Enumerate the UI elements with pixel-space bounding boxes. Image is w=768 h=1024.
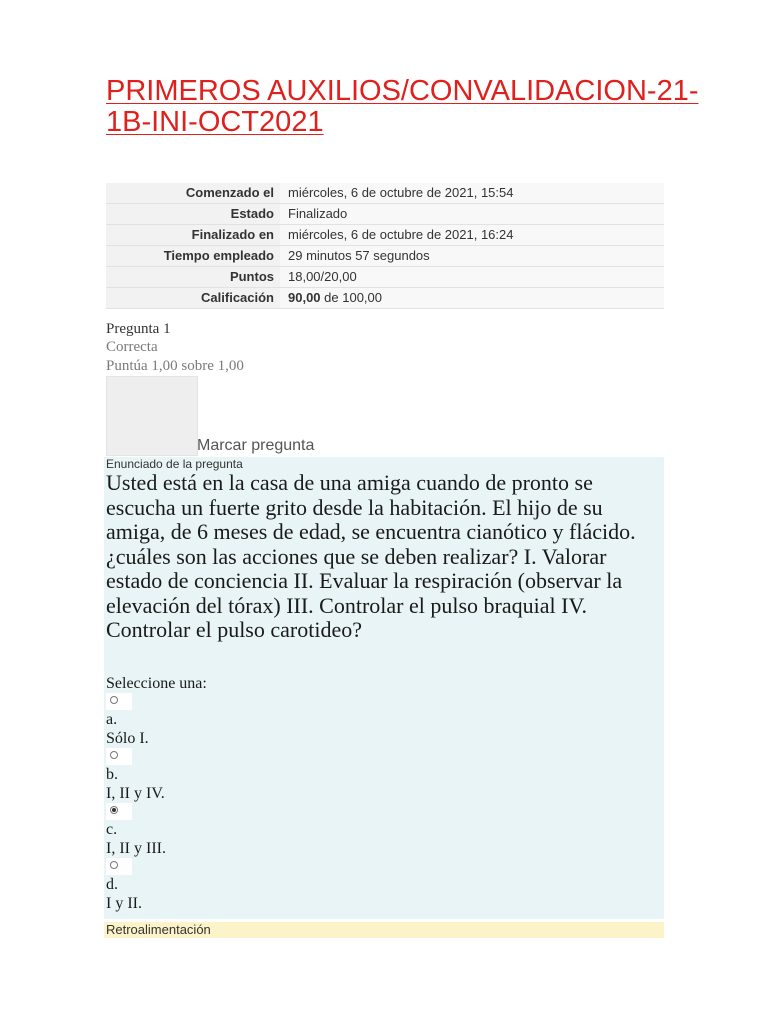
radio-button[interactable] — [110, 696, 118, 704]
radio-cell — [106, 803, 132, 820]
radio-button[interactable] — [110, 861, 118, 869]
grade-max: de 100,00 — [320, 290, 382, 305]
summary-label: Calificación — [106, 288, 280, 309]
flag-icon[interactable] — [106, 376, 198, 456]
question-heading: Enunciado de la pregunta — [106, 457, 243, 471]
attempt-summary-table — [106, 183, 664, 309]
question-info — [106, 320, 244, 376]
summary-value — [280, 288, 664, 309]
answer-option-a[interactable] — [106, 693, 207, 748]
summary-label: Comenzado el — [106, 183, 280, 204]
option-text: I y II. — [106, 895, 142, 912]
radio-cell — [106, 693, 132, 710]
option-text: I, II y III. — [106, 840, 166, 857]
option-text: Sólo I. — [106, 730, 149, 747]
feedback-section — [104, 922, 664, 938]
summary-value: Finalizado — [280, 204, 664, 225]
summary-row-grade — [106, 288, 664, 309]
answer-option-b[interactable] — [106, 748, 207, 803]
summary-value: miércoles, 6 de octubre de 2021, 15:54 — [280, 183, 664, 204]
answer-option-d[interactable] — [106, 858, 207, 913]
radio-cell — [106, 858, 132, 875]
course-title-link[interactable]: PRIMEROS AUXILIOS/CONVALIDACION-21-1B-INI-OCT2021 — [106, 75, 699, 138]
option-letter: a. — [106, 711, 118, 728]
summary-row-finished — [106, 225, 664, 246]
answer-option-c[interactable] — [106, 803, 207, 858]
question-text: Usted está en la casa de una amiga cuando de pronto se escucha un fuerte grito desde la habitación. El hijo de su amiga, de 6 meses de edad, se encuentra cianótico y flácido. ¿cuáles son las acciones que se deben realizar? I. Valorar estado de conciencia II. Evaluar la respiración (observar la elevación del tórax) III. Controlar el pulso braquial IV. Controlar el pulso carotideo? — [106, 470, 636, 642]
question-content — [104, 457, 664, 919]
summary-row-points — [106, 267, 664, 288]
question-number: Pregunta 1 — [106, 321, 171, 337]
summary-label: Puntos — [106, 267, 280, 288]
summary-row-time-taken — [106, 246, 664, 267]
radio-cell — [106, 748, 132, 765]
summary-label: Finalizado en — [106, 225, 280, 246]
option-text: I, II y IV. — [106, 785, 165, 802]
answer-prompt: Seleccione una: — [106, 675, 207, 692]
summary-row-started — [106, 183, 664, 204]
answer-list — [106, 675, 207, 913]
summary-row-state — [106, 204, 664, 225]
summary-label: Tiempo empleado — [106, 246, 280, 267]
option-letter: b. — [106, 766, 118, 783]
question-state: Correcta — [106, 339, 158, 355]
option-letter: d. — [106, 876, 118, 893]
grade-value: 90,00 — [288, 290, 321, 305]
summary-value: miércoles, 6 de octubre de 2021, 16:24 — [280, 225, 664, 246]
radio-button[interactable] — [110, 751, 118, 759]
summary-value: 18,00/20,00 — [280, 267, 664, 288]
summary-label: Estado — [106, 204, 280, 225]
feedback-heading: Retroalimentación — [106, 922, 211, 937]
radio-button-selected[interactable] — [110, 806, 118, 814]
flag-question-link[interactable]: Marcar pregunta — [197, 437, 315, 454]
summary-value: 29 minutos 57 segundos — [280, 246, 664, 267]
question-grade: Puntúa 1,00 sobre 1,00 — [106, 358, 244, 374]
option-letter: c. — [106, 821, 118, 838]
